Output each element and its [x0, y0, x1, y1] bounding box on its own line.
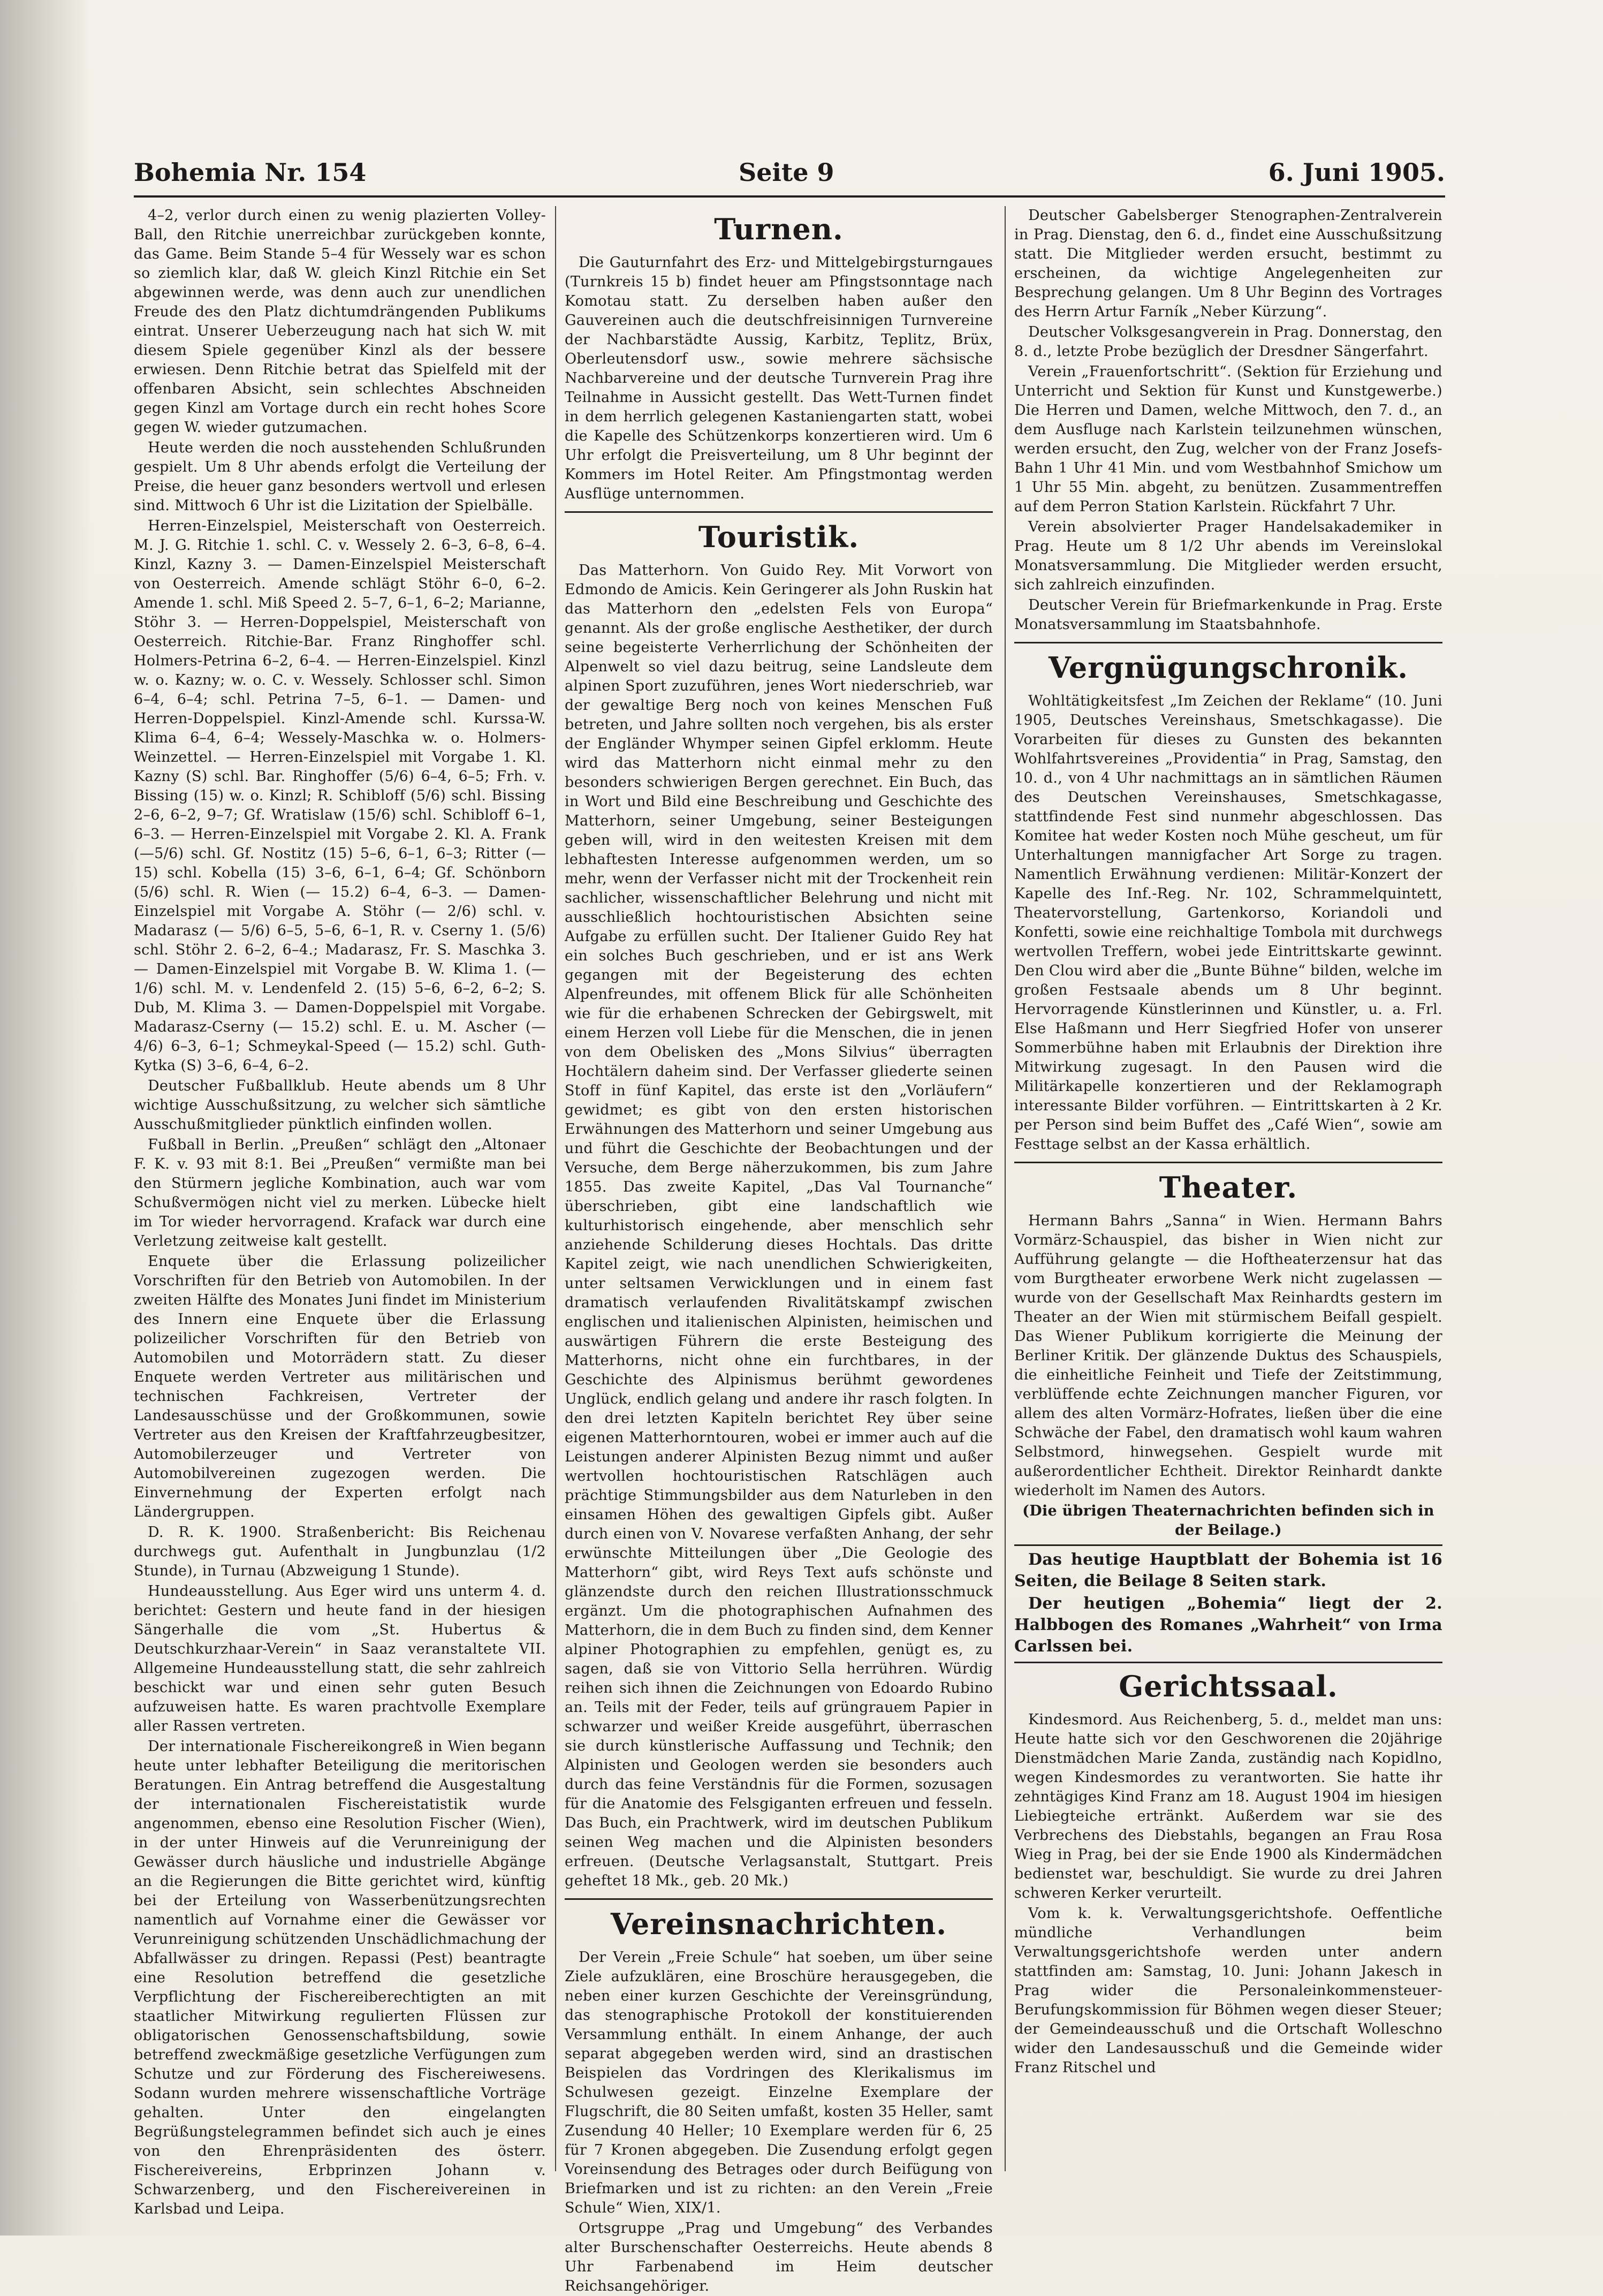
- column-turnen-touristik: [565, 206, 993, 2294]
- article-paragraph: Ortsgruppe „Prag und Umgebung“ des Verbandes alter Burschenschafter Oesterreichs. Heute abends 8 Uhr Farbenabend im Heim deutscher Reichsangehöriger.: [565, 2220, 993, 2294]
- section-rule: [565, 1898, 993, 1900]
- section-rule: [1014, 1162, 1442, 1163]
- article-paragraph: Der internationale Fischereikongreß in Wien begann heute unter lebhafter Beteiligung die meritorischen Beratungen. Ein Antrag betreffend die Ausgestaltung der internationalen Fischereistatistik wurde angenommen, ebenso eine Resolution Fischer (Wien), in der unter Hinweis auf die Verunreinigung der Gewässer durch häusliche und industrielle Abgänge an die Regierungen die Bitte gerichtet wird, künftig bei der Erteilung von Wasserbenützungsrechten namentlich auf Vornahme einer die Gewässer vor Verunreinigung schützenden Unschädlichmachung der Abfallwässer zu dringen. Repassi (Pest) beantragte eine Resolution betreffend die gesetzliche Verpflichtung der Fischereiberechtigten an mit staatlicher Mitwirkung regulierten Flüssen zur obligatorischen Genossenschaftsbildung, sowie betreffend zweckmäßige gesetzliche Verfügungen zum Schutze und zur Förderung des Fischereiwesens. Sodann wurden mehrere wissenschaftliche Vorträge gehalten. Unter den eingelangten Begrüßungstelegrammen befindet sich auch je eines von den Ehrenpräsidenten des österr. Fischereivereins, Erbprinzen Johann v. Schwarzenberg, und den Fischereivereinen in Karlsbad und Leipa.: [134, 1738, 546, 2217]
- article-paragraph: Deutscher Gabelsberger Stenographen-Zentralverein in Prag. Dienstag, den 6. d., findet eine Ausschußsitzung statt. Die Mitglieder werden ersucht, bestimmt zu erscheinen, da wichtige Angelegenheiten zur Besprechung gelangen. Um 8 Uhr Beginn des Vortrages des Herrn Artur Farník „Neber Kürzung“.: [1014, 207, 1442, 320]
- article-paragraph: Wohltätigkeitsfest „Im Zeichen der Reklame“ (10. Juni 1905, Deutsches Vereinshaus, Smetschkagasse). Die Vorarbeiten für dieses zu Gunsten des bekannten Wohlfahrtsvereines „Providentia“ in Prag, Samstag, den 10. d., von 4 Uhr nachmittags an in sämtlichen Räumen des Deutschen Vereinshauses, Smetschkagasse, stattfindende Fest sind nunmehr abgeschlossen. Das Komitee hat weder Kosten noch Mühe gescheut, um für Unterhaltungen mannigfacher Art Sorge zu tragen. Namentlich Erwähnung verdienen: Militär-Konzert der Kapelle des Inf.-Reg. Nr. 102, Schrammelquintett, Theatervorstellung, Gartenkorso, Koriandoli und Konfetti, sowie eine reichhaltige Tombola mit durchwegs wertvollen Treffern, wobei jede Eintrittskarte gewinnt. Den Clou wird aber die „Bunte Bühne“ bilden, welche im großen Festsaale abends um 8 Uhr beginnt. Hervorragende Künstlerinnen und Künstler, u. a. Frl. Else Haßmann und Herr Siegfried Hofer von unserer Sommerbühne haben mit Erlaubnis der Direktion ihre Mitwirkung zugesagt. In den Pausen wird die Militärkapelle konzertieren und der Reklamograph interessante Bilder vorführen. — Eintrittskarten à 2 Kr. per Person sind beim Buffet des „Café Wien“, sowie am Festtage selbst an der Kassa erhältlich.: [1014, 693, 1442, 1153]
- article-paragraph: Deutscher Verein für Briefmarkenkunde in Prag. Erste Monatsversammlung im Staatsbahnhofe.: [1014, 597, 1442, 633]
- section-heading-touristik: Touristik.: [698, 520, 860, 554]
- header-date: 6. Juni 1905.: [1268, 158, 1445, 187]
- article-paragraph: Vom k. k. Verwaltungsgerichtshofe. Oeffentliche mündliche Verhandlungen beim Verwaltungsgerichtshofe werden unter andern stattfinden am: Samstag, 10. Juni: Johann Jakesch in Prag wider die Personaleinkommensteuer-Berufungskommission für Böhmen wegen dieser Steuer; der Gemeindeausschuß und die Ortschaft Wolleschno wider den Landesausschuß und die Gemeinde wider Franz Ritschel und: [1014, 1905, 1442, 2076]
- header-rule: [134, 195, 1445, 198]
- article-paragraph: Der Verein „Freie Schule“ hat soeben, um über seine Ziele aufzuklären, eine Broschüre herausgegeben, die neben einer kurzen Geschichte der Vereinsgründung, das stenographische Protokoll der konstituierenden Versammlung enthält. In einem Anhange, der auch separat abgegeben werden wird, sind an drastischen Beispielen das Vordringen des Klerikalismus im Schulwesen gezeigt. Einzelne Exemplare der Flugschrift, die 80 Seiten umfaßt, kosten 35 Heller, samt Zusendung 40 Heller; 10 Exemplare werden für 6, 25 für 7 Kronen abgegeben. Die Zusendung erfolgt gegen Voreinsendung des Betrages oder durch Beifügung von Briefmarken und ist zu richten: an den Verein „Freie Schule“ Wien, XIX/1.: [565, 1949, 993, 2216]
- article-paragraph: Deutscher Volksgesangverein in Prag. Donnerstag, den 8. d., letzte Probe bezüglich der Dresdner Sängerfahrt.: [1014, 324, 1442, 360]
- column-sport: [134, 206, 546, 2217]
- notice-line: Der heutigen „Bohemia“ liegt der 2. Halbbogen des Romanes „Wahrheit“ von Irma Carlssen bei.: [1014, 1594, 1442, 1656]
- article-paragraph: 4–2, verlor durch einen zu wenig plazierten Volley-Ball, den Ritchie unerreichbar zurückgeben konnte, das Game. Beim Stande 5–4 für Wessely war es schon so ziemlich klar, daß W. gleich Kinzl Ritchie ein Set abgewinnen werde, was denn auch zur unendlichen Freude des den Platz dichtumdrängenden Publikums eintrat. Unserer Ueberzeugung nach hat sich W. mit diesem Spiele gegenüber Kinzl als der bessere erwiesen. Denn Ritchie betrat das Spielfeld mit der offenbaren Absicht, sein schlechtes Abschneiden gegen Kinzl am Vortage durch ein recht hohes Score gegen W. wieder gutzumachen.: [134, 207, 546, 436]
- section-heading-vereinsnachrichten: Vereinsnachrichten.: [610, 1907, 947, 1941]
- page-edge-shadow: [0, 0, 91, 2236]
- column-divider: [1005, 206, 1006, 2171]
- column-vereine-theater-gericht: [1014, 206, 1442, 2171]
- article-paragraph: Die Gauturnfahrt des Erz- und Mittelgebirgsturngaues (Turnkreis 15 b) findet heuer am Pfingstsonntage nach Komotau statt. Zu derselben haben außer den Gauvereinen auch die deutschfreisinnigen Turnvereine der Nachbarstädte Aussig, Karbitz, Teplitz, Brüx, Oberleutensdorf usw., sowie mehrere sächsische Nachbarvereine und der deutsche Turnverein Prag ihre Teilnahme in Aussicht gestellt. Das Wett-Turnen findet in dem herrlich gelegenen Kastaniengarten statt, wobei die Kapelle des Schützenkorps konzertieren wird. Um 6 Uhr erfolgt die Preisverteilung, um 8 Uhr beginnt der Kommers im Hotel Reiter. Am Pfingstmontag werden Ausflüge unternommen.: [565, 254, 993, 502]
- article-paragraph: Hundeausstellung. Aus Eger wird uns unterm 4. d. berichtet: Gestern und heute fand in der hiesigen Sängerhalle die vom „St. Hubertus & Deutschkurzhaar-Verein“ in Saaz veranstaltete VII. Allgemeine Hundeausstellung statt, die sehr zahlreich beschickt war und einen sehr guten Besuch aufzuweisen hatte. Es waren prachtvolle Exemplare aller Rassen vertreten.: [134, 1583, 546, 1734]
- section-heading-turnen: Turnen.: [714, 212, 844, 246]
- article-paragraph: Hermann Bahrs „Sanna“ in Wien. Hermann Bahrs Vormärz-Schauspiel, das bisher in Wien nicht zur Aufführung gelangte — die Hoftheaterzensur hat das vom Burgtheater erworbene Werk nicht zugelassen — wurde von der Gesellschaft Max Reinhardts gestern im Theater an der Wien mit stürmischem Beifall gespielt. Das Wiener Publikum korrigierte die Meinung der Berliner Kritik. Der glänzende Duktus des Schauspiels, die einheitliche Feinheit und Tiefe der Zeitstimmung, verblüffende echte Zeichnungen mancher Figuren, vor allem des alten Vormärz-Hofrates, ließen über die eine Schwäche der Fabel, den dramatisch wohl kaum wahren Selbstmord, hinwegsehen. Gespielt wurde mit außerordentlicher Echtheit. Direktor Reinhardt dankte wiederholt im Namen des Autors.: [1014, 1213, 1442, 1499]
- header-page-number: Seite 9: [739, 158, 834, 187]
- section-heading-gerichtssaal: Gerichtssaal.: [1119, 1669, 1338, 1703]
- article-paragraph: Deutscher Fußballklub. Heute abends um 8 Uhr wichtige Ausschußsitzung, zu welcher sich sämtliche Ausschußmitglieder pünktlich einfinden wollen.: [134, 1078, 546, 1133]
- article-paragraph: Fußball in Berlin. „Preußen“ schlägt den „Altonaer F. K. v. 93 mit 8:1. Bei „Preußen“ vermißte man bei den Stürmern jegliche Kombination, auch war vom Schußvermögen nicht viel zu merken. Lübecke hielt im Tor wieder hervorragend. Krafack war durch eine Verletzung zeitweise kalt gestellt.: [134, 1136, 546, 1249]
- section-rule: [565, 511, 993, 513]
- section-heading-vergnuegungschronik: Vergnügungschronik.: [1048, 650, 1409, 685]
- supplement-notice: [1014, 1544, 1442, 1663]
- section-rule: [1014, 642, 1442, 643]
- article-paragraph: Enquete über die Erlassung polizeilicher Vorschriften für den Betrieb von Automobilen. In der zweiten Hälfte des Monates Juni findet im Ministerium des Innern eine Enquete über die Erlassung polizeilicher Vorschriften für den Betrieb von Automobilen und Motorrädern statt. Zu dieser Enquete werden Vertreter aus militärischen und technischen Fachkreisen, Vertreter der Landesausschüsse und der Großkommunen, sowie Vertreter aus den Kreisen der Kraftfahrzeugbesitzer, Automobilerzeuger und Vertreter von Automobilvereinen zugezogen werden. Die Einvernehmung der Experten erfolgt nach Ländergruppen.: [134, 1253, 546, 1520]
- article-paragraph: Das Matterhorn. Von Guido Rey. Mit Vorwort von Edmondo de Amicis. Kein Geringerer als John Ruskin hat das Matterhorn den „edelsten Fels von Europa“ genannt. Als der große englische Aesthetiker, der durch seine begeisterte Verherrlichung der Schönheiten der Alpenwelt so viel dazu beitrug, seine Landsleute dem alpinen Sport zuzuführen, jenes Wort niederschrieb, war der gewaltige Berg noch von keines Menschen Fuß betreten, und Jahre sollten noch vergehen, bis als erster der Engländer Whymper seinen Gipfel erklomm. Heute wird das Matterhorn nicht einmal mehr zu den besonders schwierigen Bergen gerechnet. Ein Buch, das in Wort und Bild eine Beschreibung und Geschichte des Matterhorn, seiner Umgebung, seiner Besteigungen geben will, wird in den weitesten Kreisen mit dem lebhaftesten Interesse aufgenommen werden, um so mehr, wenn der Verfasser nicht mit der Trockenheit rein sachlicher, wissenschaftlicher Belehrung und nicht mit ausschließlich hochtouristischen Absichten seine Aufgabe zu erfüllen sucht. Der Italiener Guido Rey hat ein solches Buch geschrieben, und er ist ans Werk gegangen mit der Begeisterung des echten Alpenfreundes, mit offenem Blick für alle Schönheiten wie für die erhabenen Schrecken der Gebirgswelt, mit einem Herzen voll Liebe für die Menschen, die in jenen von dem Obelisken des „Mons Silvius“ überragten Hochtälern daheim sind. Der Verfasser gliederte seinen Stoff in fünf Kapitel, das erste ist den „Vorläufern“ gewidmet; es gibt von den ersten historischen Erwähnungen des Matterhorn und seiner Umgebung aus und führt die Geschichte der Beobachtungen und der Versuche, dem Berge näherzukommen, bis zum Jahre 1855. Das zweite Kapitel, „Das Val Tournanche“ überschrieben, gibt eine landschaftlich wie kulturhistorisch eingehende, aber menschlich sehr anziehende Schilderung dieses Hochtals. Das dritte Kapitel zeigt, wie nach unendlichen Schwierigkeiten, unter seltsamen Verwicklungen und in einem fast dramatisch verlaufenden Rivalitätskampf zwischen englischen und italienischen Alpinisten, heimischen und auswärtigen Führern die erste Besteigung des Matterhorns, nicht ohne ein furchtbares, in der Geschichte des Alpinismus berühmt gewordenes Unglück, endlich gelang und andere ihr rasch folgten. In den drei letzten Kapiteln berichtet Rey über seine eigenen Matterhorntouren, wobei er immer auch auf die Leistungen anderer Alpinisten Bezug nimmt und außer wertvollen hochtouristischen Ratschlägen auch prächtige Stimmungsbilder aus dem Naturleben in den einsamen Höhen des gewaltigen Gipfels gibt. Außer durch einen von V. Novarese verfaßten Anhang, der sehr erwünschte Mitteilungen über „Die Geologie des Matterhorn“ gibt, wird Reys Text aufs schönste und glänzendste durch den reichen Illustrationsschmuck ergänzt. Um die photographischen Aufnahmen des Matterhorn, die in dem Buch zu finden sind, dem Kenner alpiner Photographien zu empfehlen, genügt es, zu sagen, daß sie von Vittorio Sella herrühren. Würdig reihen sich ihnen die Zeichnungen von Edoardo Rubino an. Teils mit der Feder, teils auf grüngrauem Papier in schwarzer und weißer Kreide ausgeführt, überraschen sie durch künstlerische Auffassung und Technik; den Alpinisten und Geologen werden sie besonders auch durch das feine Verständnis für die Formen, sozusagen für die Anatomie des Felsgiganten erfreuen und fesseln. Das Buch, ein Prachtwerk, wird im deutschen Publikum seinen Weg machen und die Alpinisten besonders erfreuen. (Deutsche Verlagsanstalt, Stuttgart. Preis geheftet 18 Mk., geb. 20 Mk.): [565, 562, 993, 1889]
- page-header: [134, 158, 1445, 201]
- section-heading-theater: Theater.: [1159, 1170, 1298, 1204]
- article-paragraph: Kindesmord. Aus Reichenberg, 5. d., meldet man uns: Heute hatte sich vor den Geschworenen die 20jährige Dienstmädchen Marie Zanda, zuständig nach Kopidlno, wegen Kindesmordes zu verantworten. Sie hatte ihr zehntägiges Kind Franz am 18. August 1904 im hiesigen Liebiegteiche ertränkt. Außerdem war sie des Verbrechens des Diebstahls, begangen an Frau Rosa Wieg in Prag, bei der sie Ende 1900 als Kindermädchen bedienstet war, beschuldigt. Sie wurde zu drei Jahren schweren Kerker verurteilt.: [1014, 1711, 1442, 1901]
- article-paragraph: D. R. K. 1900. Straßenbericht: Bis Reichenau durchwegs gut. Aufenthalt in Jungbunzlau (1/2 Stunde), in Turnau (Abzweigung 1 Stunde).: [134, 1524, 546, 1579]
- notice-line: Das heutige Hauptblatt der Bohemia ist 16 Seiten, die Beilage 8 Seiten stark.: [1014, 1550, 1442, 1590]
- article-paragraph: Verein „Frauenfortschritt“. (Sektion für Erziehung und Unterricht und Sektion für Kunst und Kunstgewerbe.) Die Herren und Damen, welche Mittwoch, den 7. d., an dem Ausfluge nach Karlstein teilzunehmen wünschen, werden ersucht, den Zug, welcher von der Franz Josefs-Bahn 1 Uhr 41 Min. und vom Westbahnhof Smichow um 1 Uhr 55 Min. abgeht, zu benützen. Zusammentreffen auf dem Perron Station Karlstein. Rückfahrt 7 Uhr.: [1014, 363, 1442, 515]
- tennis-results: Herren-Einzelspiel, Meisterschaft von Oesterreich. M. J. G. Ritchie 1. schl. C. v. Wessely 2. 6–3, 6–8, 6–4. Kinzl, Kazny 3. — Damen-Einzelspiel Meisterschaft von Oesterreich. Amende schlägt Stöhr 6–0, 6–2. Amende 1. schl. Miß Speed 2. 5–7, 6–1, 6–2; Marianne, Stöhr 3. — Herren-Doppelspiel, Meisterschaft von Oesterreich. Ritchie-Bar. Franz Ringhoffer schl. Holmers-Petrina 6–2, 6–4. — Herren-Einzelspiel. Kinzl w. o. Kazny; w. o. C. v. Wessely. Schlosser schl. Simon 6–4, 6–4; schl. Petrina 7–5, 6–1. — Damen- und Herren-Doppelspiel. Kinzl-Amende schl. Kurssa-W. Klima 6–4, 6–4; Wessely-Maschka w. o. Holmers-Weinzettel. — Herren-Einzelspiel mit Vorgabe 1. Kl. Kazny (S) schl. Bar. Ringhoffer (5/6) 6–4, 6–5; Frh. v. Bissing (15) w. o. Kinzl; R. Schibloff (5/6) schl. Bissing 2–6, 6–2, 9–7; Gf. Wratislaw (15/6) schl. Schibloff 6–1, 6–3. — Herren-Einzelspiel mit Vorgabe 2. Kl. A. Frank (—5/6) schl. Gf. Nostitz (15) 5–6, 6–1, 6–3; Ritter (—15) schl. Kobella (15) 3–6, 6–1, 6–4; Gf. Schönborn (5/6) schl. R. Wien (— 15.2) 6–4, 6–3. — Damen-Einzelspiel mit Vorgabe A. Stöhr (— 2/6) schl. v. Madarasz (— 5/6) 6–5, 5–6, 6–1, R. v. Cserny 1. (5/6) schl. Stöhr 2. 6–2, 6–4.; Madarasz, Fr. S. Maschka 3. — Damen-Einzelspiel mit Vorgabe B. W. Klima 1. (—1/6) schl. M. v. Lendenfeld 2. (15) 5–6, 6–2, 6–2; S. Dub, M. Klima 3. — Damen-Doppelspiel mit Vorgabe. Madarasz-Cserny (— 15.2) schl. E. u. M. Ascher (— 4/6) 6–3, 6–1; Schmeykal-Speed (— 15.2) schl. Guth-Kytka (S) 3–6, 6–4, 6–2.: [134, 518, 546, 1074]
- article-paragraph: Verein absolvierter Prager Handelsakademiker in Prag. Heute um 8 1/2 Uhr abends im Vereinslokal Monatsversammlung. Die Mitglieder werden ersucht, sich zahlreich einzufinden.: [1014, 519, 1442, 593]
- theater-note: (Die übrigen Theaternachrichten befinden sich in der Beilage.): [1022, 1503, 1434, 1539]
- header-issue: Bohemia Nr. 154: [134, 158, 367, 187]
- article-paragraph: Heute werden die noch ausstehenden Schlußrunden gespielt. Um 8 Uhr abends erfolgt die Verteilung der Preise, die heuer ganz besonders wertvoll und erlesen sind. Mittwoch 6 Uhr ist die Lizitation der Spielbälle.: [134, 440, 546, 514]
- column-divider: [555, 206, 556, 2171]
